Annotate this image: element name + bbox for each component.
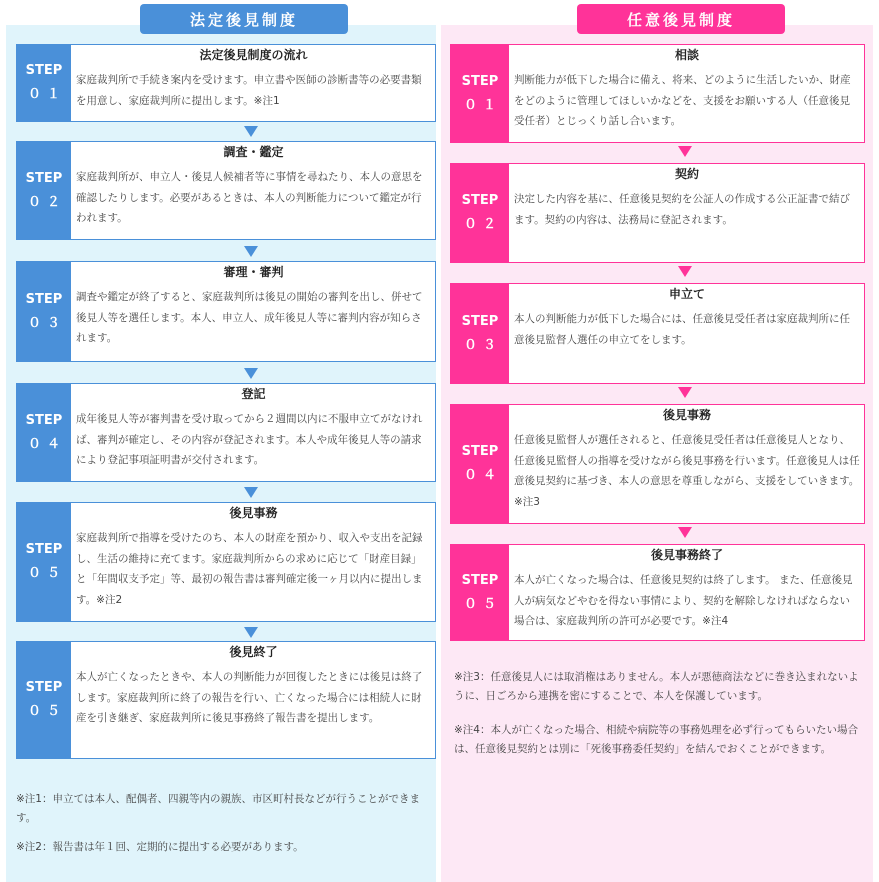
step-text: 判断能力が低下した場合に備え、将来、どのように生活したいか、財産をどのように管理してほしいかなどを、支援をお願いする人（任意後見受任者）とじっくり話し合います。 (514, 74, 851, 127)
step-card (450, 163, 865, 263)
step-body (71, 503, 435, 621)
step-title: 法定後見制度の流れ (199, 48, 308, 62)
down-arrow-icon (678, 527, 692, 538)
step-text: 調査や鑑定が終了すると、家庭裁判所は後見の開始の審判を出し、併せて後見人等を選任します。本人、申立人、成年後見人等に審判内容が知らされます。 (76, 291, 423, 344)
step-label: STEP (461, 193, 499, 208)
step-number: ０５ (27, 566, 66, 581)
step-card (16, 44, 436, 122)
statutory-guardianship-column (6, 25, 436, 882)
step-title: 登記 (241, 387, 266, 401)
step-title: 後見終了 (229, 645, 278, 659)
step-label: STEP (25, 542, 63, 557)
step-number: ０４ (27, 436, 66, 452)
step-badge (17, 142, 71, 239)
step-body (71, 45, 435, 121)
step-badge (451, 405, 509, 523)
down-arrow-icon (678, 266, 692, 277)
step-card (16, 383, 436, 482)
step-title: 後見事務 (229, 506, 278, 520)
step-number: ０３ (27, 315, 66, 331)
step-text: 家庭裁判所が、申立人・後見人候補者等に事情を尋ねたり、本人の意思を確認したりします。必要があるときは、本人の判断能力について鑑定が行われます。 (76, 171, 423, 224)
step-body (509, 45, 864, 142)
down-arrow-icon (244, 487, 258, 498)
step-number: ０１ (27, 87, 66, 102)
step-label: STEP (461, 313, 499, 329)
step-badge (17, 503, 71, 621)
step-card (450, 283, 865, 384)
step-body (71, 642, 435, 758)
step-label: STEP (25, 63, 63, 78)
step-text: 本人の判断能力が低下した場合には、任意後見受任者は家庭裁判所に任意後見監督人選任の申立てをします。 (514, 313, 850, 346)
step-label: STEP (25, 291, 63, 307)
step-badge (451, 545, 509, 640)
step-label: STEP (461, 444, 499, 459)
step-card (450, 404, 865, 524)
step-badge (17, 642, 71, 758)
step-number: ０３ (463, 337, 502, 353)
step-text: 家庭裁判所で指導を受けたのち、本人の財産を預かり、収入や支出を記録し、生活の維持に充てます。家庭裁判所からの求めに応じて「財産目録」と「年間収支予定」等、最初の報告書は審判確定後一ヶ月以内に提出します。※注2 (76, 532, 423, 606)
step-title: 後見事務終了 (650, 548, 723, 562)
step-number: ０２ (27, 194, 66, 210)
step-number: ０５ (27, 704, 66, 719)
step-title: 契約 (674, 167, 699, 181)
step-title: 相談 (674, 48, 699, 62)
step-label: STEP (25, 412, 63, 428)
step-number: ０５ (463, 596, 502, 612)
step-text: 本人が亡くなった場合は、任意後見契約は終了します。 また、任意後見人が病気などやむを得ない事情により、契約を解除しなければならない場合は、家庭裁判所の許可が必要です。※注4 (514, 574, 853, 627)
step-card (16, 641, 436, 759)
step-text: 任意後見監督人が選任されると、任意後見受任者は任意後見人となり、任意後見監督人の指導を受けながら後見事務を行います。任意後見人は任意後見契約に基づき、本人の意思を尊重しながら、支援をしていきます。 ※注3 (514, 434, 860, 508)
step-label: STEP (25, 680, 63, 695)
down-arrow-icon (678, 146, 692, 157)
down-arrow-icon (244, 126, 258, 137)
step-card (450, 44, 865, 143)
step-card (16, 141, 436, 240)
step-title: 審理・審判 (223, 265, 284, 279)
footnote: ※注4：本人が亡くなった場合、相続や病院等の事務処理を必ず行ってもらいたい場合は、任意後見契約とは別に「死後事務委任契約」を結んでおくことができます。 (454, 724, 858, 755)
step-body (71, 142, 435, 239)
step-text: 本人が亡くなったときや、本人の判断能力が回復したときには後見は終了します。家庭裁判所に終了の報告を行い、亡くなった場合には相続人に財産を引き継ぎ、家庭裁判所に後見事務終了報告書を提出します。 (76, 671, 423, 724)
step-body (509, 284, 864, 383)
step-text: 家庭裁判所で手続き案内を受けます。申立書や医師の診断書等の必要書類を用意し、家庭裁判所に提出します。※注1 (76, 74, 422, 107)
step-body (71, 262, 435, 361)
step-card (16, 502, 436, 622)
down-arrow-icon (244, 246, 258, 257)
footnote: ※注2：報告書は年１回、定期的に提出する必要があります。 (16, 841, 304, 853)
step-number: ０２ (463, 217, 502, 232)
step-number: ０１ (463, 97, 502, 113)
step-card (16, 261, 436, 362)
step-text: 成年後見人等が審判書を受け取ってから２週間以内に不服申立てがなければ、審判が確定し、その内容が登記されます。本人や成年後見人等の請求により登記事項証明書が交付されます。 (76, 413, 423, 466)
step-title: 調査・鑑定 (223, 145, 284, 159)
step-badge (451, 164, 509, 262)
footnote: ※注1：申立ては本人、配偶者、四親等内の親族、市区町村長などが行うことができます。 (16, 793, 420, 824)
step-card (450, 544, 865, 641)
step-label: STEP (461, 73, 499, 89)
step-title: 後見事務 (662, 408, 711, 422)
down-arrow-icon (244, 627, 258, 638)
step-text: 決定した内容を基に、任意後見契約を公証人の作成する公正証書で結びます。契約の内容は、法務局に登記されます。 (514, 193, 850, 226)
step-body (71, 384, 435, 481)
step-badge (451, 284, 509, 383)
step-body (509, 164, 864, 262)
voluntary-guardianship-column (441, 25, 873, 882)
step-badge (17, 384, 71, 481)
step-badge (17, 45, 71, 121)
step-badge (17, 262, 71, 361)
down-arrow-icon (244, 368, 258, 379)
down-arrow-icon (678, 387, 692, 398)
statutory-guardianship-header: 法定後見制度 (140, 4, 348, 34)
voluntary-guardianship-header: 任意後見制度 (577, 4, 785, 34)
footnote: ※注3：任意後見人には取消権はありません。本人が悪徳商法などに巻き込まれないように、日ごろから連携を密にすることで、本人を保護しています。 (454, 671, 859, 702)
step-body (509, 545, 864, 640)
step-title: 申立て (668, 287, 705, 301)
step-label: STEP (461, 572, 499, 588)
step-body (509, 405, 864, 523)
step-badge (451, 45, 509, 142)
step-label: STEP (25, 170, 63, 186)
step-number: ０４ (463, 468, 502, 483)
